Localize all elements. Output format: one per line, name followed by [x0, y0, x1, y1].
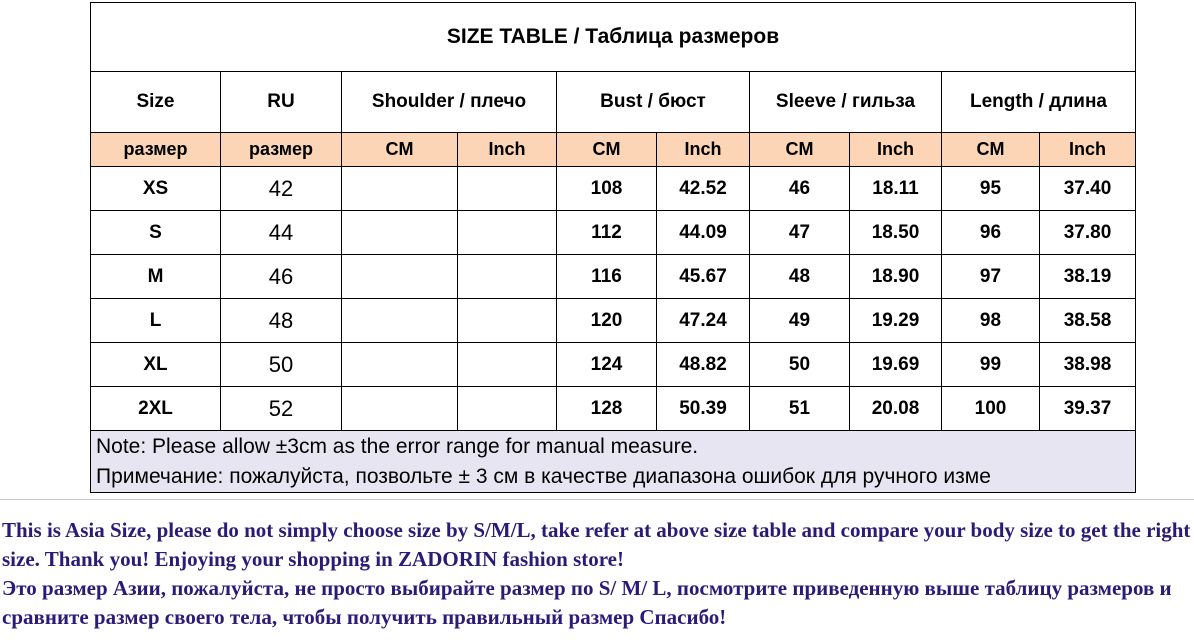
cell-bust-cm: 124	[557, 343, 657, 387]
cell-length-cm: 98	[942, 299, 1040, 343]
cell-sleeve-inch: 20.08	[850, 387, 942, 431]
table-row	[91, 387, 1136, 431]
note-english: Note: Please allow ±3cm as the error range for manual measure.	[96, 434, 699, 458]
cell-ru: 42	[221, 167, 342, 211]
cell-shoulder-cm	[342, 343, 458, 387]
cell-ru: 48	[221, 299, 342, 343]
header-sleeve: Sleeve / гильза	[750, 72, 942, 133]
cell-sleeve-inch: 18.11	[850, 167, 942, 211]
table-title: SIZE TABLE / Таблица размеров	[91, 3, 1136, 72]
unit-bust-cm: CM	[557, 133, 657, 167]
unit-shoulder-inch: Inch	[458, 133, 557, 167]
cell-sleeve-cm: 46	[750, 167, 850, 211]
footer-notice	[2, 516, 1194, 632]
cell-sleeve-cm: 50	[750, 343, 850, 387]
cell-shoulder-inch	[458, 255, 557, 299]
cell-length-inch: 38.19	[1040, 255, 1136, 299]
note-cell	[91, 431, 1136, 493]
cell-shoulder-inch	[458, 343, 557, 387]
footer-russian: Это размер Азии, пожалуйста, не просто выбирайте размер по S/ M/ L, посмотрите приведенную выше таблицу размеров и сравните размер своего тела, чтобы получить правильный размер Спасибо!	[2, 576, 1172, 629]
cell-sleeve-inch: 18.90	[850, 255, 942, 299]
cell-sleeve-cm: 51	[750, 387, 850, 431]
cell-bust-inch: 45.67	[657, 255, 750, 299]
cell-length-cm: 96	[942, 211, 1040, 255]
unit-length-inch: Inch	[1040, 133, 1136, 167]
cell-bust-cm: 112	[557, 211, 657, 255]
header-ru: RU	[221, 72, 342, 133]
cell-sleeve-cm: 49	[750, 299, 850, 343]
cell-shoulder-cm	[342, 387, 458, 431]
table-row	[91, 167, 1136, 211]
header-shoulder: Shoulder / плечо	[342, 72, 557, 133]
cell-ru: 44	[221, 211, 342, 255]
cell-length-cm: 97	[942, 255, 1040, 299]
table-row	[91, 211, 1136, 255]
cell-length-inch: 39.37	[1040, 387, 1136, 431]
header-length: Length / длина	[942, 72, 1136, 133]
divider	[0, 499, 1194, 500]
cell-bust-cm: 120	[557, 299, 657, 343]
cell-length-inch: 38.58	[1040, 299, 1136, 343]
cell-shoulder-cm	[342, 211, 458, 255]
cell-bust-cm: 108	[557, 167, 657, 211]
cell-sleeve-inch: 19.29	[850, 299, 942, 343]
unit-bust-inch: Inch	[657, 133, 750, 167]
size-table	[90, 2, 1136, 493]
cell-bust-cm: 116	[557, 255, 657, 299]
cell-size: M	[91, 255, 221, 299]
cell-size: S	[91, 211, 221, 255]
footer-english: This is Asia Size, please do not simply choose size by S/M/L, take refer at above size table and compare your body size to get the right size. Thank you! Enjoying your shopping in ZADORIN fashion store!	[2, 518, 1191, 571]
cell-ru: 52	[221, 387, 342, 431]
cell-length-cm: 95	[942, 167, 1040, 211]
cell-length-inch: 37.80	[1040, 211, 1136, 255]
cell-size: L	[91, 299, 221, 343]
unit-sleeve-cm: CM	[750, 133, 850, 167]
cell-shoulder-inch	[458, 167, 557, 211]
header-row	[91, 72, 1136, 133]
header-bust: Bust / бюст	[557, 72, 750, 133]
cell-sleeve-inch: 18.50	[850, 211, 942, 255]
cell-length-cm: 100	[942, 387, 1040, 431]
cell-shoulder-cm	[342, 255, 458, 299]
table-row	[91, 343, 1136, 387]
cell-size: XL	[91, 343, 221, 387]
cell-bust-inch: 48.82	[657, 343, 750, 387]
cell-length-inch: 37.40	[1040, 167, 1136, 211]
cell-sleeve-cm: 48	[750, 255, 850, 299]
unit-shoulder-cm: CM	[342, 133, 458, 167]
header-size: Size	[91, 72, 221, 133]
unit-sleeve-inch: Inch	[850, 133, 942, 167]
cell-bust-inch: 42.52	[657, 167, 750, 211]
unit-length-cm: CM	[942, 133, 1040, 167]
cell-shoulder-inch	[458, 387, 557, 431]
cell-shoulder-inch	[458, 211, 557, 255]
cell-length-inch: 38.98	[1040, 343, 1136, 387]
unit-row	[91, 133, 1136, 167]
cell-ru: 50	[221, 343, 342, 387]
unit-ru: размер	[221, 133, 342, 167]
cell-bust-inch: 47.24	[657, 299, 750, 343]
note-row	[91, 431, 1136, 493]
table-row	[91, 255, 1136, 299]
cell-shoulder-inch	[458, 299, 557, 343]
cell-bust-inch: 50.39	[657, 387, 750, 431]
cell-size: 2XL	[91, 387, 221, 431]
cell-shoulder-cm	[342, 299, 458, 343]
cell-sleeve-cm: 47	[750, 211, 850, 255]
note-russian: Примечание: пожалуйста, позвольте ± 3 см в качестве диапазона ошибок для ручного изме	[96, 464, 991, 488]
cell-bust-cm: 128	[557, 387, 657, 431]
cell-size: XS	[91, 167, 221, 211]
cell-bust-inch: 44.09	[657, 211, 750, 255]
cell-shoulder-cm	[342, 167, 458, 211]
unit-size: размер	[91, 133, 221, 167]
cell-sleeve-inch: 19.69	[850, 343, 942, 387]
cell-ru: 46	[221, 255, 342, 299]
cell-length-cm: 99	[942, 343, 1040, 387]
table-row	[91, 299, 1136, 343]
